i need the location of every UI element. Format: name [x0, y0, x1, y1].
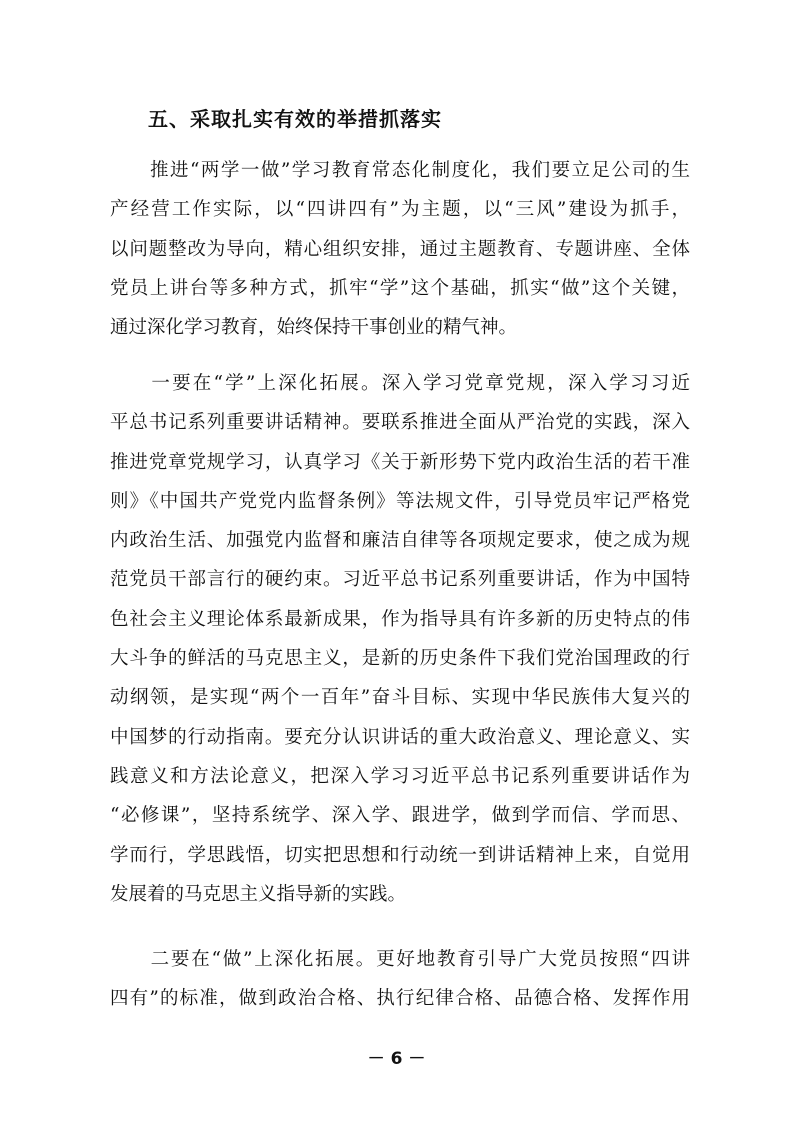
paragraph-line: 四有”的标准，做到政治合格、执行纪律合格、品德合格、发挥作用: [110, 988, 690, 1010]
section-heading: 五、采取扎实有效的举措抓落实: [148, 107, 442, 131]
paragraph-line: 践意义和方法论意义，把深入学习习近平总书记系列重要讲话作为: [110, 765, 690, 787]
paragraph-line: 通过深化学习教育，始终保持干事创业的精气神。: [110, 317, 518, 339]
paragraph-line: “必修课”，坚持系统学、深入学、跟进学，做到学而信、学而思、: [110, 805, 690, 827]
paragraph-study: [110, 364, 690, 914]
paragraph-line: 推进“两学一做”学习教育常态化制度化，我们要立足公司的生: [110, 160, 690, 181]
page-number: － 6 －: [367, 1049, 426, 1069]
paragraph-line: 一要在“学”上深化拓展。深入学习党章党规，深入学习习近: [110, 373, 690, 394]
paragraph-line: 推进党章党规学习，认真学习《关于新形势下党内政治生活的若干准: [110, 451, 690, 473]
paragraph-line: 党员上讲台等多种方式，抓牢“学”这个基础，抓实“做”这个关键，: [110, 277, 690, 299]
paragraph-line: 范党员干部言行的硬约束。习近平总书记系列重要讲话，作为中国特: [110, 569, 690, 591]
paragraph-line: 平总书记系列重要讲话精神。要联系推进全面从严治党的实践，深入: [110, 412, 690, 434]
paragraph-line: 色社会主义理论体系最新成果，作为指导具有许多新的历史特点的伟: [110, 608, 690, 630]
paragraph-line: 产经营工作实际，以“四讲四有”为主题，以“三风”建设为抓手，: [110, 199, 690, 221]
paragraph-line: 以问题整改为导向，精心组织安排，通过主题教育、专题讲座、全体: [110, 238, 690, 260]
paragraph-intro: [110, 151, 690, 347]
paragraph-line: 发展着的马克思主义指导新的实践。: [110, 883, 407, 905]
paragraph-line: 动纲领，是实现“两个一百年”奋斗目标、实现中华民族伟大复兴的: [110, 687, 690, 709]
paragraph-line: 则》《中国共产党党内监督条例》等法规文件，引导党员牢记严格党: [110, 490, 690, 512]
paragraph-line: 内政治生活、加强党内监督和廉洁自律等各项规定要求，使之成为规: [110, 530, 690, 552]
paragraph-line: 学而行，学思践悟，切实把思想和行动统一到讲话精神上来，自觉用: [110, 844, 690, 866]
paragraph-line: 中国梦的行动指南。要充分认识讲话的重大政治意义、理论意义、实: [110, 726, 690, 748]
paragraph-line: 二要在“做”上深化拓展。更好地教育引导广大党员按照“四讲: [110, 949, 690, 970]
paragraph-practice: [110, 940, 690, 1019]
paragraph-line: 大斗争的鲜活的马克思主义，是新的历史条件下我们党治国理政的行: [110, 648, 690, 670]
